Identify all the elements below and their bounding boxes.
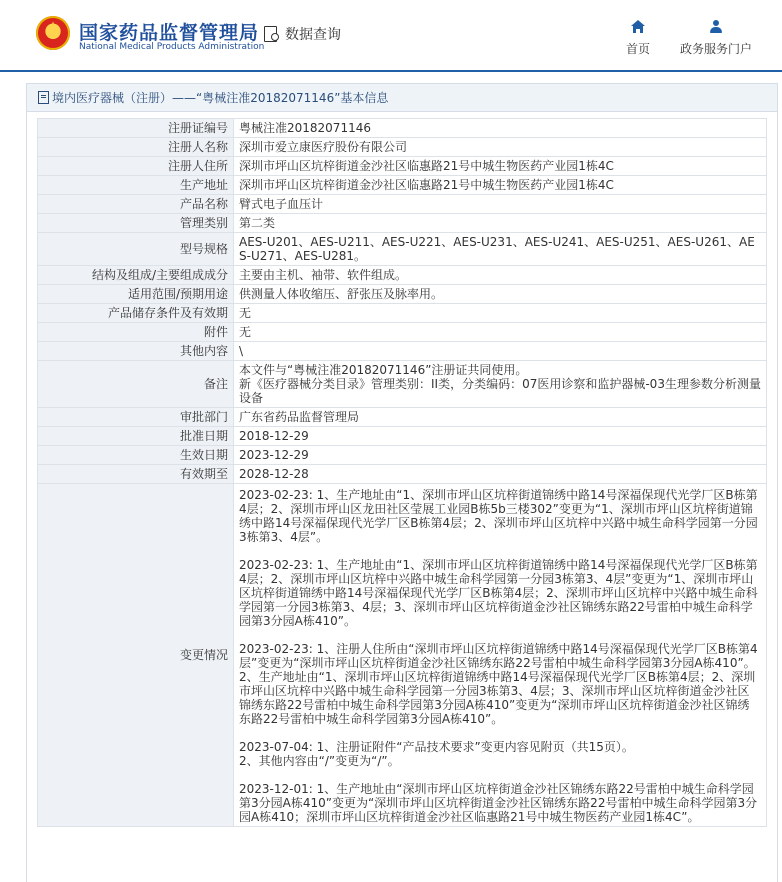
field-label: 适用范围/预期用途 — [38, 285, 234, 304]
field-value: 供测量人体收缩压、舒张压及脉率用。 — [234, 285, 767, 304]
table-row — [38, 195, 767, 214]
field-value: 2028-12-28 — [234, 465, 767, 484]
field-label: 变更情况 — [38, 484, 234, 827]
change-entry: 2023-07-04: 1、注册证附件“产品技术要求”变更内容见附页（共15页）。 2、其他内容由“/”变更为“/”。 — [239, 740, 634, 768]
field-value: 无 — [234, 304, 767, 323]
field-label: 注册人名称 — [38, 138, 234, 157]
field-label: 有效期至 — [38, 465, 234, 484]
table-row — [38, 233, 767, 266]
table-row — [38, 157, 767, 176]
table-row — [38, 119, 767, 138]
field-label: 注册证编号 — [38, 119, 234, 138]
change-entry: 2023-12-01: 1、生产地址由“深圳市坪山区坑梓街道金沙社区锦绣东路22号雷柏中城生命科学园第3分园A栋410”变更为“深圳市坪山区坑梓街道金沙社区锦绣东路22号雷柏中城生命科学园第3分园A栋410；深圳市坪山区坑梓街道金沙社区临惠路21号中城生物医药产业园1栋4C”。 — [239, 782, 758, 824]
table-row — [38, 266, 767, 285]
top-bar — [0, 0, 782, 72]
field-value: 深圳市坪山区坑梓街道金沙社区临惠路21号中城生物医药产业园1栋4C — [234, 176, 767, 195]
field-value: 2023-12-29 — [234, 446, 767, 465]
table-row — [38, 304, 767, 323]
table-row — [38, 138, 767, 157]
field-label: 备注 — [38, 361, 234, 408]
site-logo-title[interactable]: 国家药品监督管理局 — [79, 22, 260, 44]
field-label: 结构及组成/主要组成成分 — [38, 266, 234, 285]
national-emblem-icon: ★ — [36, 16, 70, 50]
document-search-icon — [263, 25, 281, 43]
panel-header — [27, 84, 777, 112]
field-value: 广东省药品监督管理局 — [234, 408, 767, 427]
table-row — [38, 361, 767, 408]
table-row — [38, 323, 767, 342]
change-history — [234, 484, 767, 827]
field-label: 型号规格 — [38, 233, 234, 266]
field-label: 附件 — [38, 323, 234, 342]
detail-panel — [26, 83, 778, 882]
table-row — [38, 408, 767, 427]
field-value: 2018-12-29 — [234, 427, 767, 446]
field-value: 深圳市坪山区坑梓街道金沙社区临惠路21号中城生物医药产业园1栋4C — [234, 157, 767, 176]
change-entry: 2023-02-23: 1、生产地址由“1、深圳市坪山区坑梓街道锦绣中路14号深福保现代光学厂区B栋第4层；2、深圳市坪山区龙田社区莹展工业园B栋5b三楼302”变更为“1、深圳市坪山区坑梓街道锦绣中路14号深福保现代光学厂区B栋第4层；2、深圳市坪山区坑梓中兴路中城生命科学园第一分园3栋第3、4层”。 — [239, 488, 758, 544]
site-logo-subtitle: National Medical Products Administration — [79, 42, 265, 52]
user-icon — [709, 20, 723, 34]
panel-title: 境内医疗器械（注册）——“粤械注准20182071146”基本信息 — [52, 91, 389, 105]
field-value: \ — [234, 342, 767, 361]
field-label: 注册人住所 — [38, 157, 234, 176]
table-row — [38, 342, 767, 361]
field-label: 审批部门 — [38, 408, 234, 427]
table-row — [38, 214, 767, 233]
field-label: 批准日期 — [38, 427, 234, 446]
field-label: 管理类别 — [38, 214, 234, 233]
table-row — [38, 176, 767, 195]
field-value: AES-U201、AES-U211、AES-U221、AES-U231、AES-U241、AES-U251、AES-U261、AES-U271、AES-U281。 — [234, 233, 767, 266]
device-info-table — [37, 118, 767, 827]
table-row — [38, 427, 767, 446]
nav-gov-service-portal[interactable] — [680, 20, 752, 57]
table-row — [38, 285, 767, 304]
field-label: 生效日期 — [38, 446, 234, 465]
field-value: 无 — [234, 323, 767, 342]
change-entry: 2023-02-23: 1、注册人住所由“深圳市坪山区坑梓街道锦绣中路14号深福保现代光学厂区B栋第4层”变更为“深圳市坪山区坑梓街道金沙社区锦绣东路22号雷柏中城生命科学园第3分园A栋410”。 2、生产地址由“1、深圳市坪山区坑梓街道锦绣中路14号深福保现代光学厂区B栋第4层；2、深圳市坪山区坑梓中兴路中城生命科学园第一分园3栋第3、4层；3、深圳市坪山区坑梓街道金沙社区锦绣东路22号雷柏中城生命科学园第3分园A栋410”变更为“深圳市坪山区坑梓街道金沙社区锦绣东路22号雷柏中城生命科学园第3分园A栋410”。 — [239, 642, 758, 726]
change-entry: 2023-02-23: 1、生产地址由“1、深圳市坪山区坑梓街道锦绣中路14号深福保现代光学厂区B栋第4层；2、深圳市坪山区坑梓中兴路中城生命科学园第一分园3栋第3、4层”变更为“1、深圳市坪山区坑梓街道锦绣中路14号深福保现代光学厂区B栋第4层；2、深圳市坪山区坑梓中兴路中城生命科学园第一分园3栋第3、4层；3、深圳市坪山区坑梓街道金沙社区锦绣东路22号雷柏中城生命科学园第3分园A栋410”。 — [239, 558, 758, 628]
field-label: 生产地址 — [38, 176, 234, 195]
data-query-link[interactable] — [263, 24, 341, 44]
field-label: 产品名称 — [38, 195, 234, 214]
data-query-label: 数据查询 — [285, 27, 341, 43]
nav-portal-label: 政务服务门户 — [680, 42, 753, 56]
field-value: 深圳市爱立康医疗股份有限公司 — [234, 138, 767, 157]
field-label: 产品储存条件及有效期 — [38, 304, 234, 323]
home-icon — [631, 20, 645, 34]
field-value: 臂式电子血压计 — [234, 195, 767, 214]
document-icon — [38, 91, 49, 104]
field-label: 其他内容 — [38, 342, 234, 361]
nav-home-label: 首页 — [626, 42, 651, 56]
table-row — [38, 446, 767, 465]
field-value: 粤械注准20182071146 — [234, 119, 767, 138]
table-row — [38, 465, 767, 484]
field-value: 第二类 — [234, 214, 767, 233]
nav-home[interactable] — [626, 20, 650, 57]
table-row-changes — [38, 484, 767, 827]
field-value: 本文件与“粤械注准20182071146”注册证共同使用。 新《医疗器械分类目录》管理类别：II类，分类编码：07医用诊察和监护器械-03生理参数分析测量设备 — [234, 361, 767, 408]
field-value: 主要由主机、袖带、软件组成。 — [234, 266, 767, 285]
